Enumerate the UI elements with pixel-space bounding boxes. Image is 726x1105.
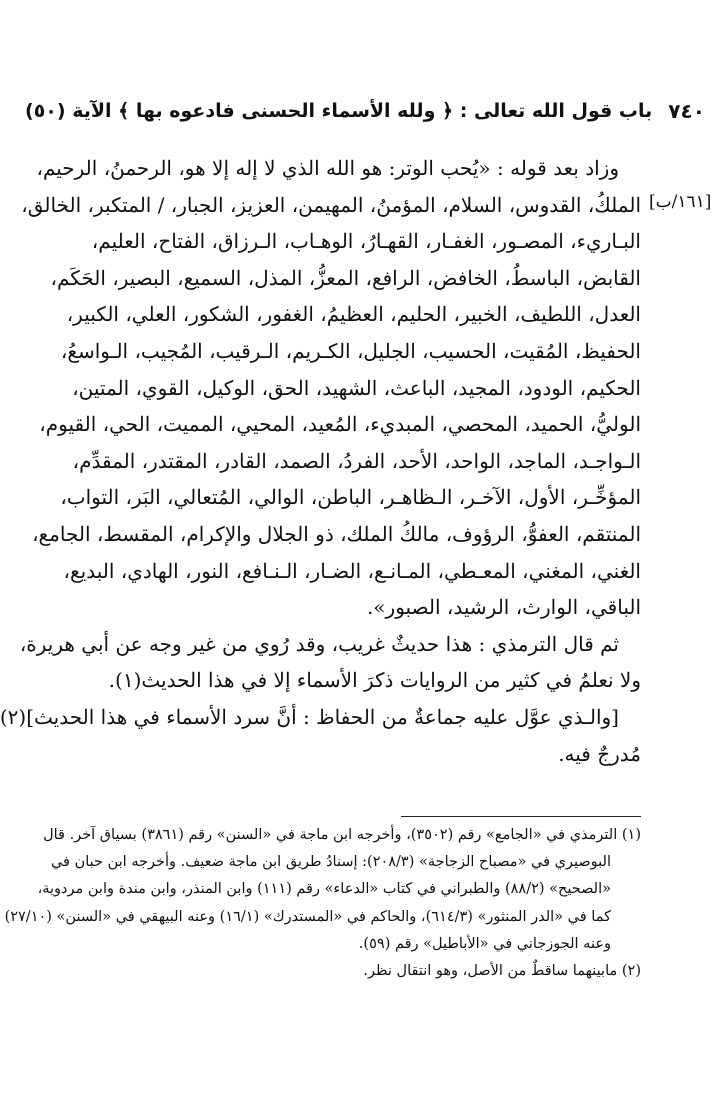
text-line: المنتقم، العفوُّ، الرؤوف، مالكُ الملك، ذو الجلال والإكرام، المقسط، الجامع، [32,521,641,546]
text-line: مُدرجٌ فيه. [558,741,641,766]
text-line: الحكيم، الودود، المجيد، الباعث، الشهيد، الحق، الوكيل، القوي، المتين، [72,375,641,400]
footnote-1: (١) الترمذي في «الجامع» رقم (٣٥٠٢)، وأخرجه ابن ماجة في «السنن» رقم (٣٨٦١) بسياق آخر. قال [43,827,641,843]
text-line: الباقي، الوارث، الرشيد، الصبور». [366,595,641,620]
manuscript-folio-marker: [١٦١/ب] [649,192,712,212]
text-line: القابض، الباسطُ، الخافض، الرافع، المعزُّ، المذل، السميع، البصير، الحَكَم، [50,265,641,290]
text-line: البـاريء، المصـور، الغفـار، القهـارُ، الوهـاب، الـرزاق، الفتاح، العليم، [91,229,641,254]
text-line: [والـذي عوَّل عليه جماعةٌ من الحفاظ : أنَّ سرد الأسماء في هذا الحديث](٢) [0,704,619,729]
header-title: باب قول الله تعالى : ﴿ ولله الأسماء الحسنى فادعوه بها ﴾ الآية (٥٠) [25,100,653,122]
paragraph-names-list [21,150,641,626]
text-line: ثم قال الترمذي : هذا حديثٌ غريب، وقد رُوي من غير وجه عن أبي هريرة، [19,631,619,656]
running-header [25,96,705,126]
footnote-1-line: كما في «الدر المنثور» (٦١٤/٣)، والحاكم في «المستدرك» (١٦/١) وعنه البيهقي في «السنن» (٢٧/١٠) [4,908,611,925]
paragraph-huffaz [0,699,641,772]
paragraph-tirmidhi [19,626,641,699]
text-line: ولا نعلمُ في كثير من الروايات ذكرَ الأسماء إلا في هذا الحديث(١). [108,668,641,693]
text-line: العدل، اللطيف، الخبير، الحليم، العظيمُ، الغفور، الشكور، العلي، الكبير، [66,302,641,327]
footnote-1-line: «الصحيح» (٨٨/٢) والطبراني في كتاب «الدعاء» رقم (١١١) وابن المنذر، وابن مندة وابن مردوية، [37,881,611,898]
text-line: وزاد بعد قوله : «يُحب الوتر: هو الله الذي لا إله إلا هو، الرحمنُ، الرحيم، [36,156,619,180]
text-line: المؤخِّـر، الأول، الآخـر، الـظاهـر، الباطن، الوالي، المُتعالي، البَر، التواب، [60,485,641,510]
footnote-2: (٢) مابينهما ساقطٌ من الأصل، وهو انتقال نظر. [363,963,641,980]
main-text [0,150,641,772]
text-line: الملكُ، القدوس، السلام، المؤمنُ، المهيمن، العزيز، الجبار، / المتكبر، الخالق، [21,192,641,217]
footnotes [4,822,641,985]
page-number: ٧٤٠ [668,99,705,123]
footnote-1-line: وعنه الجوزجاني في «الأباطيل» رقم (٥٩). [358,935,611,952]
text-line: الـواجـد، الماجد، الواحد، الأحد، الفردُ، الصمد، القادر، المقتدر، المقدِّم، [72,448,641,473]
footnote-separator [401,816,641,817]
text-line: الحفيظ، المُقيت، الحسيب، الجليل، الكـريم، الـرقيب، المُجيب، الـواسعُ، [60,338,641,363]
text-line: الوليُّ، الحميد، المحصي، المبديء، المُعيد، المحيي، المميت، الحي، القيوم، [39,412,641,437]
footnote-1-line: البوصيري في «مصباح الزجاجة» (٢٠٨/٣): إسنادُ طريق ابن ماجة ضعيف. وأخرجه ابن حبان في [50,854,611,871]
text-line: الغني، المغني، المعـطي، المـانـع، الضـار، الـنـافع، النور، الهادي، البديع، [63,558,641,583]
